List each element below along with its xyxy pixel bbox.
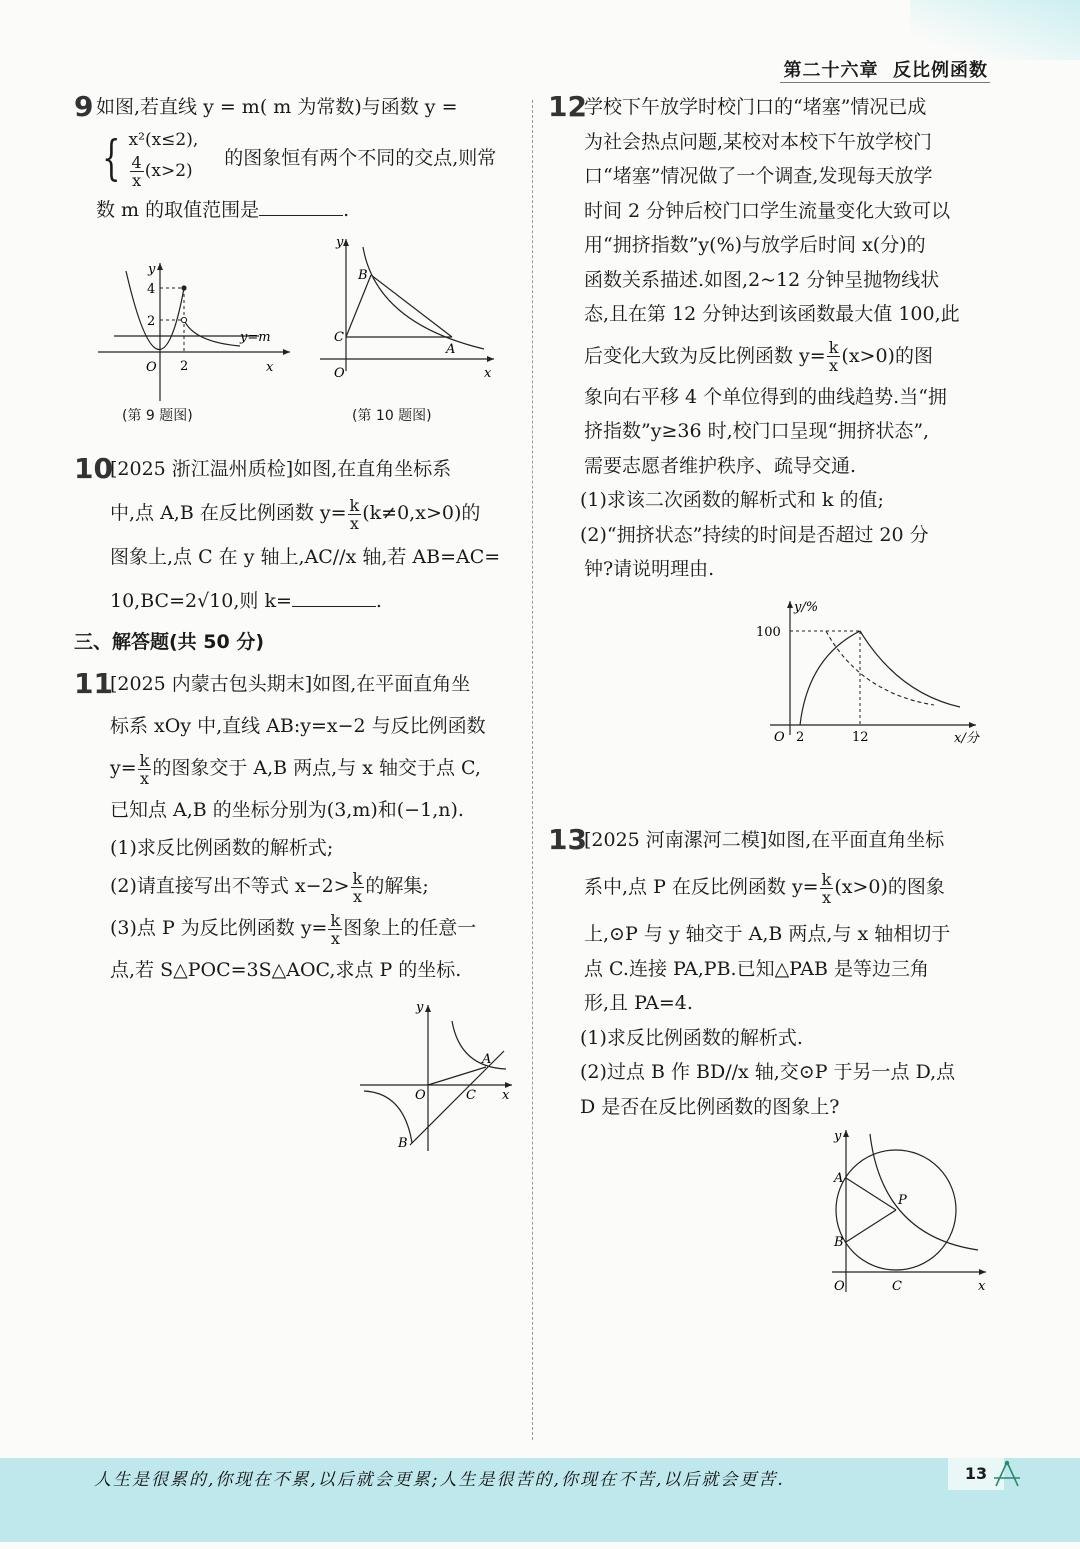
x-label: x xyxy=(978,1279,986,1294)
x-arrow xyxy=(487,356,494,362)
figure-12 xyxy=(748,597,988,747)
question-text: D 是否在反比例函数的图象上? xyxy=(580,1095,840,1118)
question-text: 后变化大致为反比例函数 y= xyxy=(584,344,826,367)
question-text: 上,⊙P 与 y 轴交于 A,B 两点,与 x 轴相切于 xyxy=(584,923,951,945)
figures-row xyxy=(74,233,520,433)
sub-question-1: (1)求反比例函数的解析式; xyxy=(110,837,334,859)
sub-question-1: (1)求反比例函数的解析式. xyxy=(580,1026,803,1049)
question-text: 需要志愿者维护秩序、疏导交通. xyxy=(584,454,857,477)
question-text: [2025 内蒙古包头期末]如图,在平面直角坐 xyxy=(110,673,471,695)
piece-1: x²(x≤2), xyxy=(128,130,199,150)
question-text: 学校下午放学时校门口的“堵塞”情况已成 xyxy=(584,96,927,118)
y-label: y xyxy=(416,1000,424,1015)
column-divider xyxy=(532,100,533,1440)
question-text: 点,若 S△POC=3S△AOC,求点 P 的坐标. xyxy=(110,959,462,981)
fraction-k-x: $\frac{k}{x}$ xyxy=(821,869,832,907)
sub-question-2: (2)请直接写出不等式 x−2> xyxy=(110,875,350,897)
chapter-header xyxy=(783,56,988,82)
sub-question-3: (3)点 P 为反比例函数 y= xyxy=(110,917,328,939)
question-text: 中,点 A,B 在反比例函数 y= xyxy=(110,502,347,524)
question-text: 点 C.连接 PA,PB.已知△PAB 是等边三角 xyxy=(584,957,929,980)
fraction-k-x: $\frac{k}{x}$ xyxy=(330,910,341,948)
hyperbola-curve xyxy=(363,247,484,349)
x-label: x xyxy=(484,366,492,381)
point-C-label: C xyxy=(466,1088,476,1103)
question-text: 系中,点 P 在反比例函数 y= xyxy=(584,876,819,898)
y-label: y/% xyxy=(794,599,819,615)
question-text: 的解集; xyxy=(365,875,429,897)
piece-2-condition: (x>2) xyxy=(144,161,193,181)
question-text: 钟?请说明理由. xyxy=(584,558,715,580)
point-B-label: B xyxy=(398,1136,408,1151)
corner-decoration xyxy=(910,0,1080,60)
question-text: 图象上,点 C 在 y 轴上,AC//x 轴,若 AB=AC= xyxy=(110,546,501,568)
fraction-k-x: $\frac{k}{x}$ xyxy=(828,338,839,375)
origin-label: O xyxy=(415,1088,426,1103)
figure-9-caption: (第 9 题图) xyxy=(122,408,193,424)
fraction: $\frac{4}{x}$ xyxy=(131,153,142,190)
segment-PB xyxy=(846,1210,896,1242)
x-label: x/分 xyxy=(954,730,979,746)
fraction-k-x: $\frac{k}{x}$ xyxy=(139,750,150,788)
question-text: 形,且 PA=4. xyxy=(584,992,693,1014)
page-number: 13 xyxy=(948,1458,1004,1490)
point-P-label: P xyxy=(898,1193,907,1208)
question-number: 13 xyxy=(548,822,587,856)
question-text: 时间 2 分钟后校门口学生流量变化大致可以 xyxy=(584,199,951,222)
question-text: 函数关系描述.如图,2~12 分钟呈抛物线状 xyxy=(584,268,940,291)
fraction-k-x: $\frac{k}{x}$ xyxy=(352,868,363,906)
origin-label: O xyxy=(334,366,345,381)
question-text: 标系 xOy 中,直线 AB:y=x−2 与反比例函数 xyxy=(110,715,486,737)
point-B-label: B xyxy=(358,268,368,283)
point-B-label: B xyxy=(834,1235,844,1250)
open-point xyxy=(181,317,186,322)
question-text: y= xyxy=(110,757,137,779)
question-text: (x>0)的图象 xyxy=(834,876,945,898)
point-A-label: A xyxy=(834,1171,844,1186)
header-rule xyxy=(780,82,990,83)
segment-OA xyxy=(428,1067,486,1085)
question-number: 11 xyxy=(74,667,113,700)
origin-label: O xyxy=(774,729,785,745)
question-text: 已知点 A,B 的坐标分别为(3,m)和(−1,n). xyxy=(110,799,464,821)
period: . xyxy=(343,199,350,221)
question-text: [2025 浙江温州质检]如图,在直角坐标系 xyxy=(110,458,452,480)
segment-CB xyxy=(346,275,371,337)
point-C-label: C xyxy=(892,1279,902,1294)
question-11 xyxy=(74,663,520,1151)
hyperbola-branch-1 xyxy=(452,1021,506,1069)
question-text: 数 m 的取值范围是 xyxy=(96,199,260,221)
question-9 xyxy=(74,90,520,433)
sub-question-2: (2)“拥挤状态”持续的时间是否超过 20 分 xyxy=(580,523,929,546)
answer-blank xyxy=(259,197,343,216)
parabola-curve xyxy=(800,631,860,725)
question-text: 的图象交于 A,B 两点,与 x 轴交于点 C, xyxy=(152,757,481,779)
x-tick-2: 2 xyxy=(180,359,189,374)
question-number: 9 xyxy=(74,90,94,123)
question-text: 的图象恒有两个不同的交点,则常 xyxy=(224,146,497,169)
left-column xyxy=(74,90,520,1151)
chapter-title: 反比例函数 xyxy=(893,60,988,81)
figure-9 xyxy=(94,251,294,411)
figure-10 xyxy=(316,233,506,393)
y-label: y xyxy=(834,1129,842,1144)
question-text: [2025 河南漯河二模]如图,在平面直角坐标 xyxy=(584,828,945,851)
point-A-label: A xyxy=(446,342,456,357)
sub-question-2: (2)过点 B 作 BD//x 轴,交⊙P 于另一点 D,点 xyxy=(580,1061,956,1083)
question-text: (x>0)的图 xyxy=(841,344,933,367)
x-arrow xyxy=(979,1269,986,1275)
sub-question-1: (1)求该二次函数的解析式和 k 的值; xyxy=(580,489,884,511)
question-text: 象向右平移 4 个单位得到的曲线趋势.当“拥 xyxy=(584,385,947,408)
piecewise-function xyxy=(96,126,520,189)
x-label: x xyxy=(266,360,274,375)
y-arrow xyxy=(157,263,163,270)
question-text: 图象上的任意一 xyxy=(343,917,477,939)
question-13 xyxy=(548,823,993,1305)
question-10 xyxy=(74,447,520,623)
right-column xyxy=(548,90,993,1304)
tick-2: 2 xyxy=(147,314,156,329)
footer-quote: 人生是很累的,你现在不累,以后就会更累;人生是很苦的,你现在不苦,以后就会更苦. xyxy=(94,1470,785,1490)
compass-icon xyxy=(990,1458,1024,1490)
question-text: 态,且在第 12 分钟达到该函数最大值 100,此 xyxy=(584,303,960,325)
segment-BA xyxy=(371,275,452,337)
point-C-label: C xyxy=(334,330,344,345)
point-A-label: A xyxy=(482,1052,492,1067)
question-12 xyxy=(548,90,993,746)
tick-4: 4 xyxy=(147,282,156,297)
x-tick-2: 2 xyxy=(796,729,805,745)
x-label: x xyxy=(502,1088,510,1103)
y-arrow xyxy=(843,1130,849,1137)
shifted-hyperbola-curve xyxy=(860,631,960,707)
question-text: 用“拥挤指数”y(%)与放学后时间 x(分)的 xyxy=(584,234,926,256)
y-arrow xyxy=(787,601,793,608)
y-label: y xyxy=(336,235,344,250)
answer-blank xyxy=(292,588,376,607)
section-title: 三、解答题(共 50 分) xyxy=(74,631,265,653)
figure-10-caption: (第 10 题图) xyxy=(352,408,432,424)
question-text: 口“堵塞”情况做了一个调查,发现每天放学 xyxy=(584,165,933,187)
question-text: 10,BC=2√10,则 k= xyxy=(110,590,292,612)
chapter-number: 第二十六章 xyxy=(783,60,879,81)
hyperbola-curve xyxy=(184,320,240,346)
brace: { xyxy=(102,129,121,186)
line-label: y=m xyxy=(240,330,271,345)
x-tick-12: 12 xyxy=(852,729,869,745)
tick-100: 100 xyxy=(756,624,781,640)
question-number: 10 xyxy=(74,452,113,485)
origin-label: O xyxy=(146,360,157,375)
question-text: 为社会热点问题,某校对本校下午放学校门 xyxy=(584,130,933,153)
question-text: 挤指数”y≥36 时,校门口呈现“拥挤状态”, xyxy=(584,420,930,442)
y-arrow xyxy=(425,1005,431,1012)
fraction-k-x: $\frac{k}{x}$ xyxy=(349,495,360,533)
question-text: (k≠0,x>0)的 xyxy=(362,502,481,524)
figure-11 xyxy=(356,995,526,1155)
origin-label: O xyxy=(834,1279,845,1294)
y-label: y xyxy=(148,262,156,277)
y-arrow xyxy=(343,239,349,246)
x-arrow xyxy=(283,349,290,355)
x-arrow xyxy=(969,722,976,728)
period: . xyxy=(375,590,382,612)
figure-13 xyxy=(812,1126,992,1306)
question-number: 12 xyxy=(548,90,587,123)
question-text: 如图,若直线 y = m( m 为常数)与函数 y = xyxy=(96,96,458,118)
solid-point xyxy=(181,285,186,290)
